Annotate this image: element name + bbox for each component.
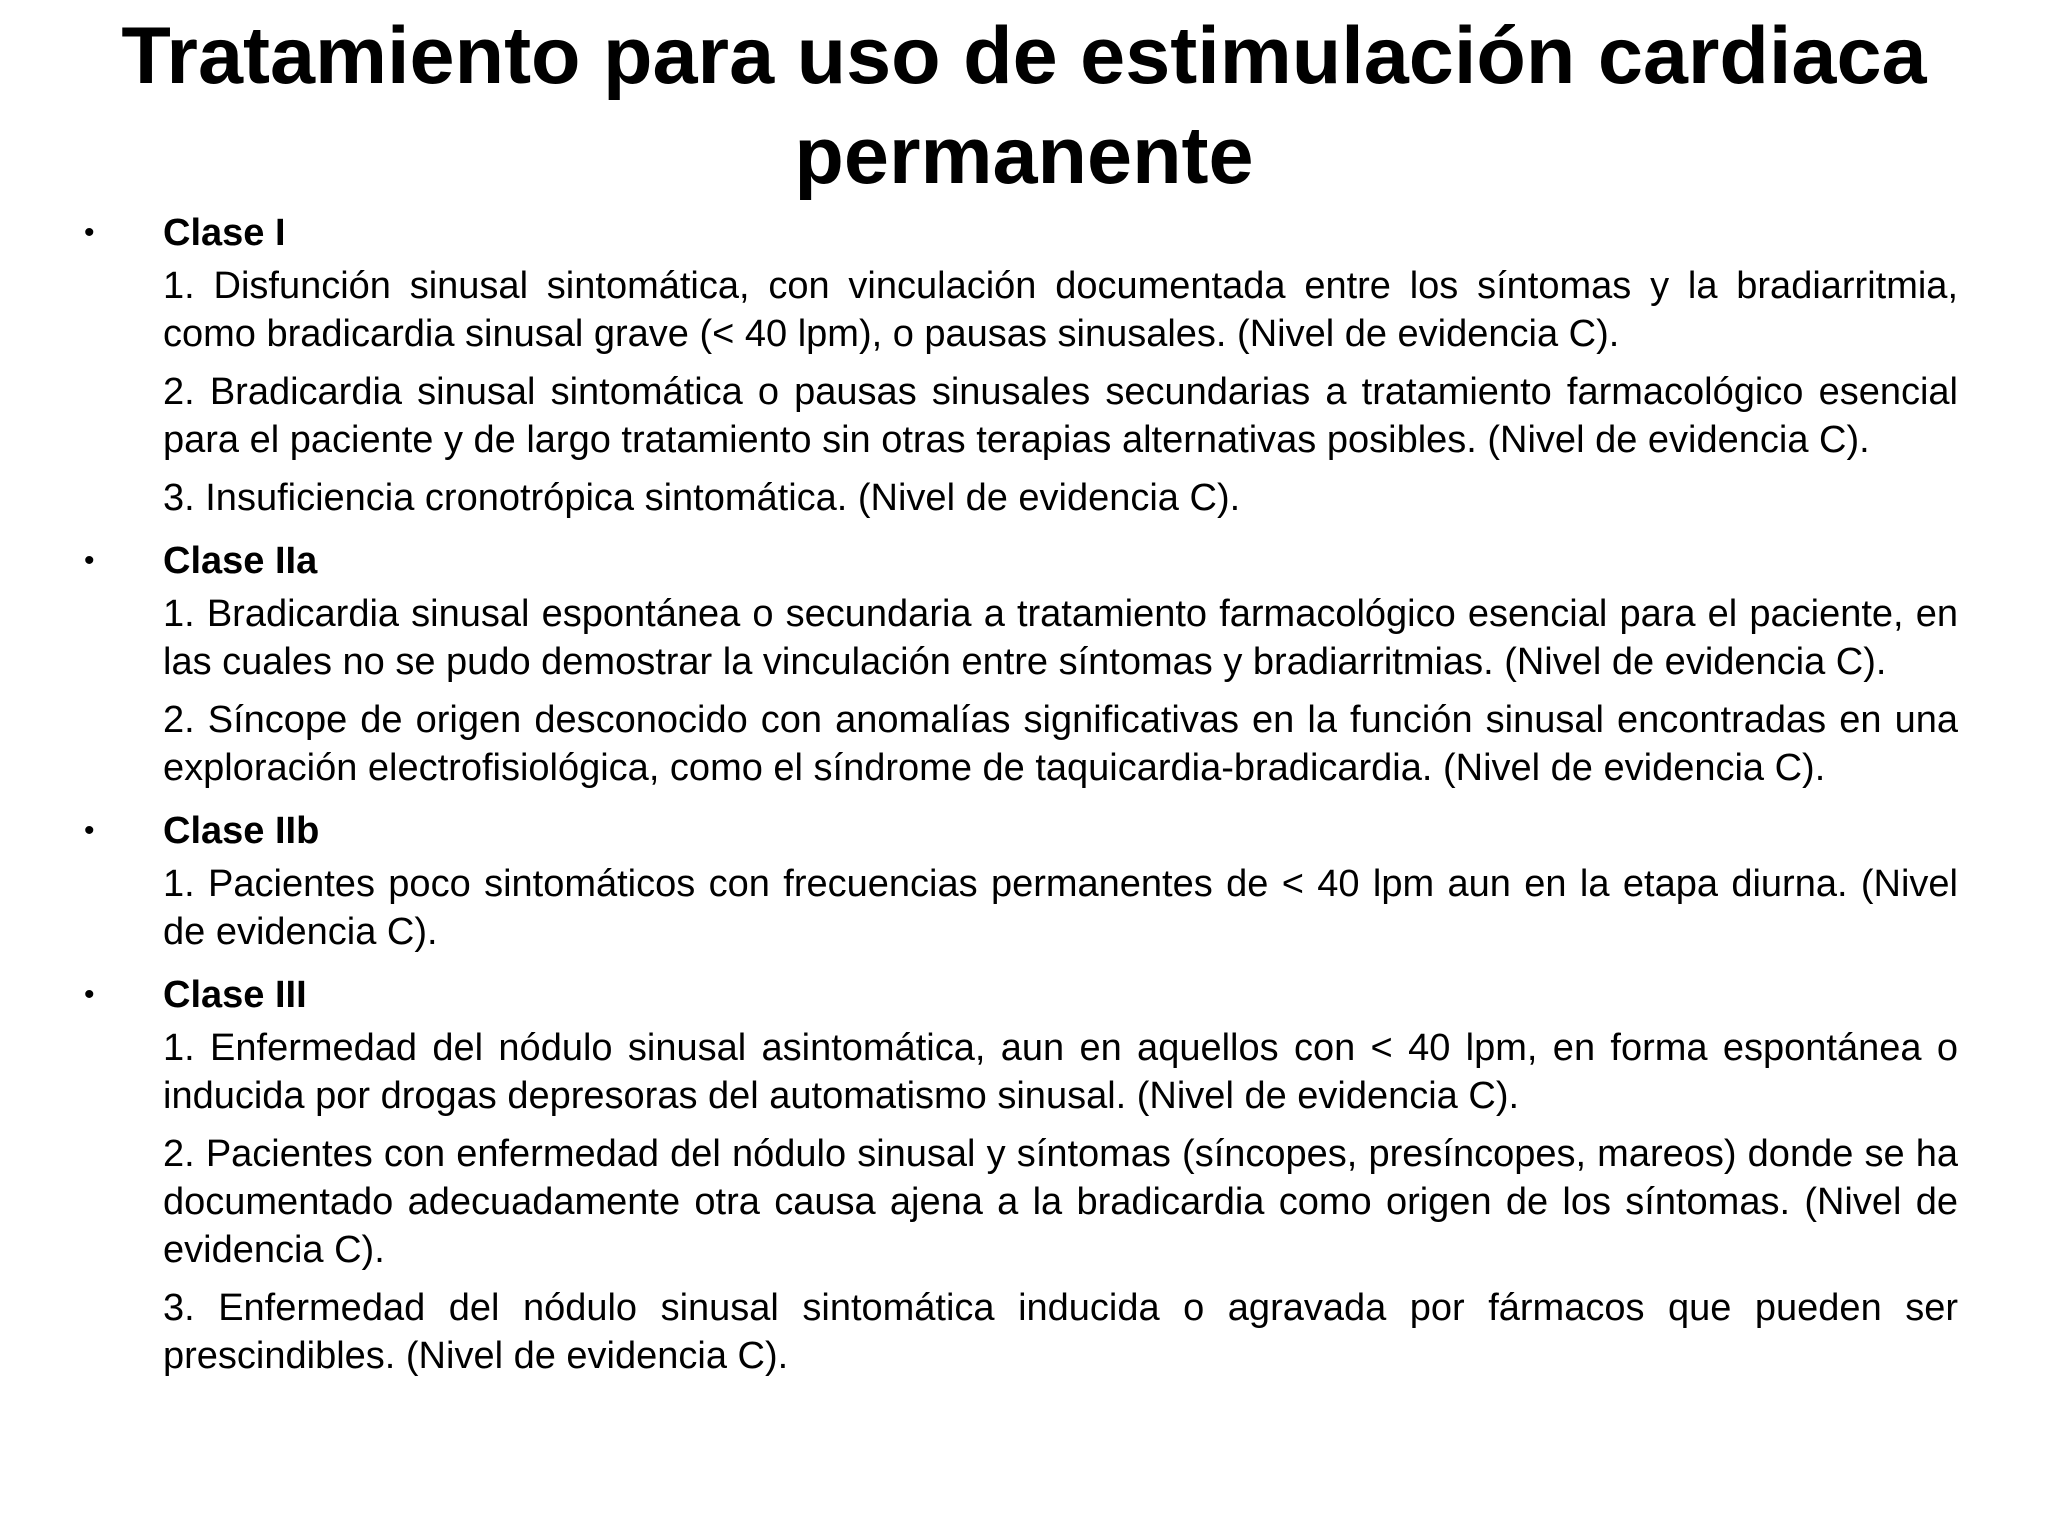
bullet-icon: •: [84, 978, 95, 1011]
section-clase-iib: [0, 802, 2048, 956]
class-label: Clase I: [163, 212, 286, 254]
list-item: 1. Bradicardia sinusal espontánea o secundaria a tratamiento farmacológico esencial para el paciente, en las cuales no se pudo demostrar la vinculación entre síntomas y bradiarritmias. (Nivel de evidencia C).: [163, 593, 1958, 683]
list-item: 2. Síncope de origen desconocido con anomalías significativas en la función sinusal encontradas en una exploración electrofisiológica, como el síndrome de taquicardia-bradicardia. (Nivel de evidencia C).: [163, 699, 1958, 789]
section-header: [0, 204, 2048, 262]
section-clase-iii: [0, 966, 2048, 1380]
list-item: 2. Pacientes con enfermedad del nódulo sinusal y síntomas (síncopes, presíncopes, mareos) donde se ha documentado adecuadamente otra causa ajena a la bradicardia como origen de los síntomas. (Nivel de evidencia C).: [163, 1133, 1958, 1271]
content-list: [0, 204, 2048, 1390]
class-label: Clase III: [163, 974, 307, 1016]
list-item: 1. Enfermedad del nódulo sinusal asintomática, aun en aquellos con < 40 lpm, en forma espontánea o inducida por drogas depresoras del automatismo sinusal. (Nivel de evidencia C).: [163, 1027, 1958, 1117]
page-title: Tratamiento para uso de estimulación cardiaca permanente: [121, 11, 1927, 201]
class-label: Clase IIb: [163, 810, 320, 852]
class-label: Clase IIa: [163, 540, 318, 582]
list-item: 1. Disfunción sinusal sintomática, con vinculación documentada entre los síntomas y la bradiarritmia, como bradicardia sinusal grave (< 40 lpm), o pausas sinusales. (Nivel de evidencia C).: [163, 265, 1958, 355]
bullet-icon: •: [84, 216, 95, 249]
section-clase-iia: [0, 532, 2048, 792]
list-item: 3. Enfermedad del nódulo sinusal sintomática inducida o agravada por fármacos que pueden ser prescindibles. (Nivel de evidencia C).: [163, 1287, 1958, 1377]
list-item: 1. Pacientes poco sintomáticos con frecuencias permanentes de < 40 lpm aun en la etapa diurna. (Nivel de evidencia C).: [163, 863, 1958, 953]
bullet-icon: •: [84, 544, 95, 577]
bullet-icon: •: [84, 814, 95, 847]
section-header: [0, 532, 2048, 590]
section-header: [0, 802, 2048, 860]
list-item: 2. Bradicardia sinusal sintomática o pausas sinusales secundarias a tratamiento farmacológico esencial para el paciente y de largo tratamiento sin otras terapias alternativas posibles. (Nivel de evidencia C).: [163, 371, 1958, 461]
list-item: 3. Insuficiencia cronotrópica sintomática. (Nivel de evidencia C).: [163, 477, 1241, 519]
section-clase-i: [0, 204, 2048, 522]
section-header: [0, 966, 2048, 1024]
